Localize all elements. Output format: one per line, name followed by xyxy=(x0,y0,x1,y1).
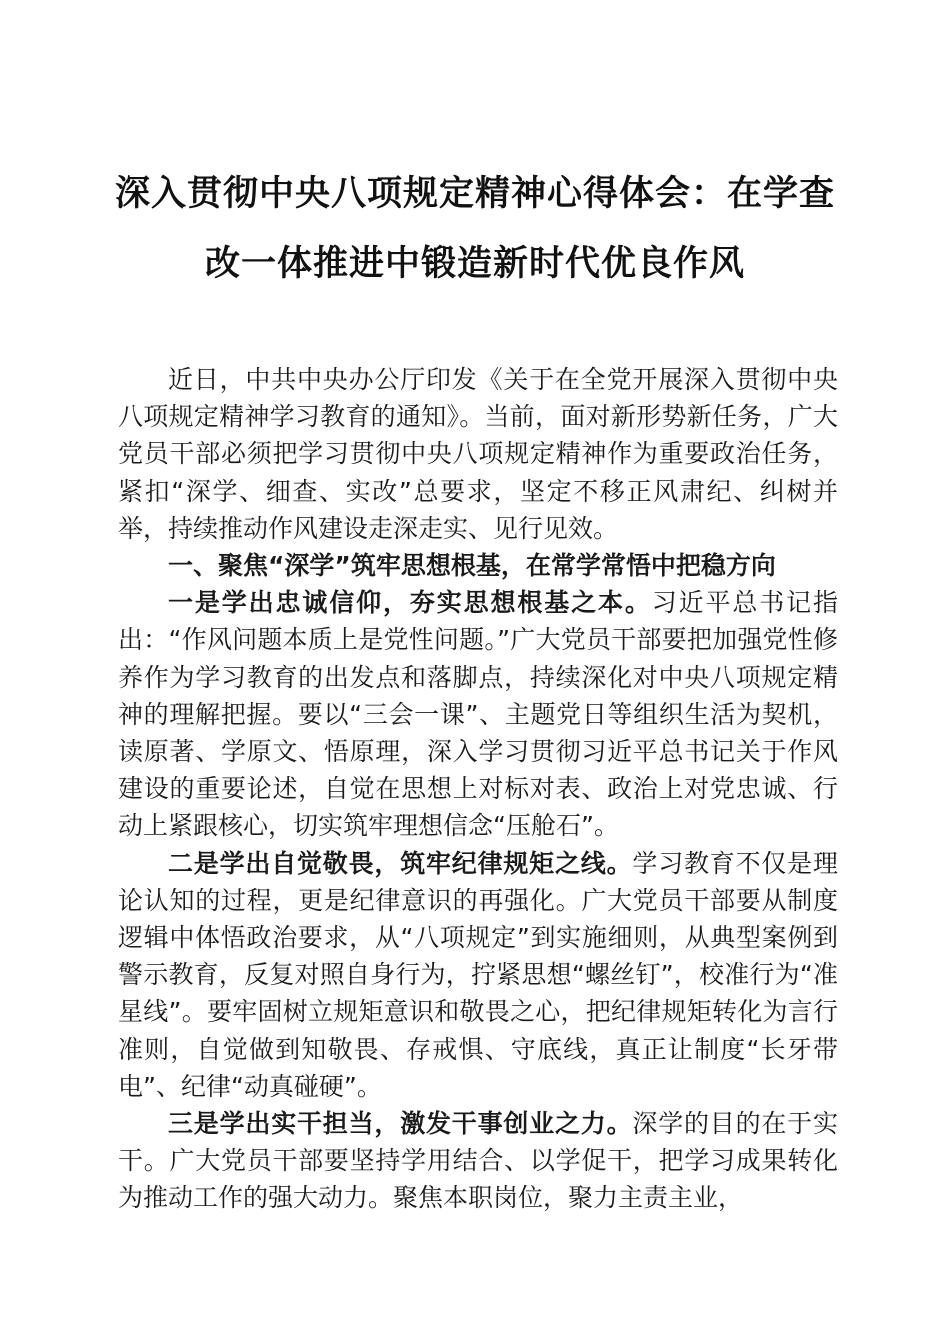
point-2-paragraph xyxy=(118,845,838,1105)
point-3-body: 深学的目的在于实干。广大党员干部要坚持学用结合、以学促干，把学习成果转化为推动工作的强大动力。聚焦本职岗位，聚力主责主业， xyxy=(118,1109,838,1213)
document-title-line-1: 深入贯彻中央八项规定精神心得体会：在学查 xyxy=(114,173,835,214)
point-3-lead: 三是学出实干担当，激发干事创业之力。 xyxy=(168,1109,633,1139)
point-2-body: 学习教育不仅是理论认知的过程，更是纪律意识的再强化。广大党员干部要从制度逻辑中体悟政治要求，从“八项规定”到实施细则，从典型案例到警示教育，反复对照自身行为，拧紧思想“螺丝钉”，校准行为“准星线”。要牢固树立规矩意识和敬畏之心，把纪律规矩转化为言行准则，自觉做到知敬畏、存戒惧、守底线，真正让制度“长牙带电”、纪律“动真碰硬”。 xyxy=(118,848,838,1101)
document-title-line-2: 改一体推进中锻造新时代优良作风 xyxy=(204,243,745,284)
document-body xyxy=(118,361,838,1217)
point-2-lead: 二是学出自觉敬畏，筑牢纪律规矩之线。 xyxy=(168,848,633,878)
point-3-paragraph xyxy=(118,1105,838,1217)
intro-paragraph: 近日，中共中央办公厅印发《关于在全党开展深入贯彻中央八项规定精神学习教育的通知》。当前，面对新形势新任务，广大党员干部必须把学习贯彻中央八项规定精神作为重要政治任务，紧扣“深学、细查、实改”总要求，坚定不移正风肃纪、纠树并举，持续推动作风建设走深走实、见行见效。 xyxy=(118,365,838,543)
point-1-paragraph xyxy=(118,584,838,844)
point-1-body: 习近平总书记指出：“作风问题本质上是党性问题。”广大党员干部要把加强党性修养作为学习教育的出发点和落脚点，持续深化对中央八项规定精神的理解把握。要以“三会一课”、主题党日等组织生活为契机，读原著、学原文、悟原理，深入学习贯彻习近平总书记关于作风建设的重要论述，自觉在思想上对标对表、政治上对党忠诚、行动上紧跟核心，切实筑牢理想信念“压舱石”。 xyxy=(118,588,838,841)
section-1-heading: 一、聚焦“深学”筑牢思想根基，在常学常悟中把稳方向 xyxy=(168,551,776,581)
point-1-lead: 一是学出忠诚信仰，夯实思想根基之本。 xyxy=(168,588,652,618)
